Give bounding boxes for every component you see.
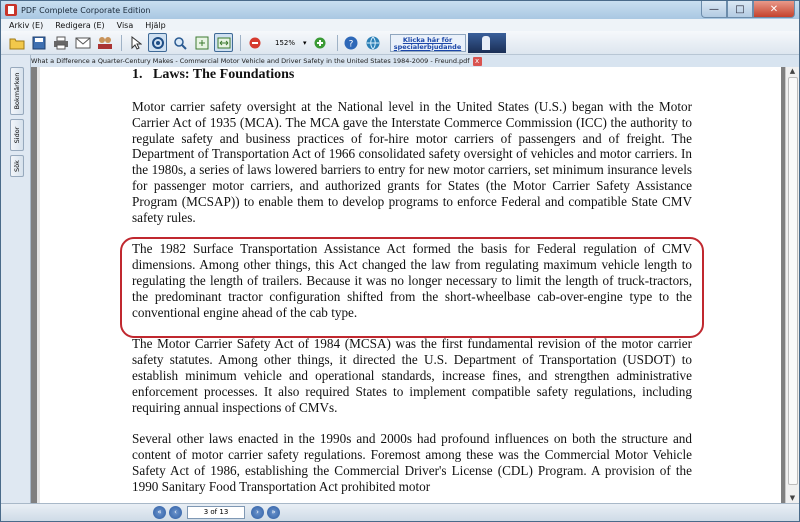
scroll-down-icon[interactable]: ▼ [789, 494, 796, 502]
side-panel [1, 55, 31, 503]
previous-page-icon[interactable]: ‹ [169, 506, 182, 519]
menu-hjalp[interactable]: Hjälp [145, 20, 166, 30]
page-edge [37, 67, 40, 503]
tab-pages[interactable] [10, 119, 24, 151]
page-navigation [153, 506, 283, 519]
scroll-thumb[interactable] [788, 77, 798, 485]
menu-bar [1, 19, 799, 31]
paragraph: Motor carrier safety oversight at the National level in the United States (U.S.) began with the Motor Carrier Act of 1935 (MCA). The MCA gave the Interstate Commerce Commission (ICC) the authority to regulate safety and business practices of for-hire motor carriers of passengers and of freight. The Department of Transportation Act of 1966 consolidated safety oversight of vehicles and motor carriers. In the 1980s, a series of laws lowered barriers to entry for new motor carriers, set minimum insurance levels for passenger motor carriers, and authorized grants for States (the Motor Carrier Safety Assistance Program (MCSAP)) to enable them to develop programs to enforce Federal and compatible State CMV safety rules. [132, 99, 692, 225]
menu-arkiv[interactable]: Arkiv (E) [9, 20, 44, 30]
paragraph: The Motor Carrier Safety Act of 1984 (MCSA) was the first fundamental revision of the motor carrier safety statutes. Among other things, it directed the U.S. Department of Transportation (USDOT) to establish minimum vehicle and operational standards, increase fines, and strengthen administrative enforcement processes. It also required States to implement compatible safety regulations, including requiring annual inspections of CMVs. [132, 336, 692, 415]
email-icon[interactable] [73, 33, 92, 52]
zoom-in-icon[interactable] [311, 33, 330, 52]
minimize-button[interactable]: — [701, 1, 727, 18]
menu-redigera[interactable]: Redigera (E) [55, 20, 105, 30]
document-tab-label: What a Difference a Quarter-Century Makes - Commercial Motor Vehicle and Driver Safety in the United States 1984-2009 - Freund.pdf [31, 57, 470, 65]
window-controls [701, 1, 795, 18]
toolbar [1, 31, 799, 55]
tab-bookmarks-label: Bokmärken [13, 72, 21, 110]
zoom-level[interactable]: 152% [274, 38, 295, 47]
close-button[interactable]: ✕ [753, 1, 795, 18]
select-cursor-icon[interactable] [126, 33, 145, 52]
svg-text:?: ? [348, 39, 354, 49]
scroll-up-icon[interactable]: ▲ [789, 67, 796, 75]
tab-pages-label: Sidor [13, 126, 21, 144]
tab-search[interactable] [10, 155, 24, 177]
toolbar-separator [240, 35, 241, 51]
page-number-field[interactable]: 3 of 13 [187, 506, 245, 519]
print-icon[interactable] [51, 33, 70, 52]
last-page-icon[interactable]: » [267, 506, 280, 519]
section-heading: 1. Laws: The Foundations [132, 67, 295, 82]
paragraph-highlighted: The 1982 Surface Transportation Assistance Act formed the basis for Federal regulation of CMV dimensions. Among other things, this Act changed the law from regulating maximum vehicle length to regulating the length of trailers. Because it was no longer necessary to limit the length of truck-tractors, the predominant tractor configuration shifted from the short-wheelbase cab-over-engine type to the conventional engine ahead of the cab type. [132, 241, 692, 320]
web-update-icon[interactable] [364, 33, 383, 52]
page-navigation-bar [1, 503, 799, 521]
save-icon[interactable] [29, 33, 48, 52]
toolbar-separator [337, 35, 338, 51]
next-page-icon[interactable]: › [251, 506, 264, 519]
help-icon[interactable] [342, 33, 361, 52]
paragraph: Several other laws enacted in the 1990s and 2000s had profound influences on both the structure and content of motor carrier safety regulations. Foremost among these was the Commercial Motor Vehicle Safety Act of 1986, establishing the Commercial Driver's License (CDL) Program. A provision of the 1990 Sanitary Food Transportation Act prohibited motor [132, 431, 692, 494]
menu-visa[interactable]: Visa [116, 20, 134, 30]
first-page-icon[interactable]: « [153, 506, 166, 519]
highlight-annotation [120, 237, 704, 338]
document-tab-close-icon[interactable]: x [473, 57, 482, 66]
title-bar[interactable] [1, 1, 799, 19]
pdf-page [37, 67, 781, 503]
open-folder-icon[interactable] [7, 33, 26, 52]
maximize-button[interactable]: □ [727, 1, 753, 18]
document-tab[interactable] [31, 55, 482, 67]
zoom-dropdown[interactable]: ▾ [303, 38, 307, 47]
fit-width-icon[interactable] [214, 33, 233, 52]
toolbar-separator [121, 35, 122, 51]
tab-bookmarks[interactable] [10, 67, 24, 115]
zoom-icon[interactable] [170, 33, 189, 52]
zoom-out-icon[interactable] [245, 33, 264, 52]
window-title: PDF Complete Corporate Edition [21, 5, 151, 15]
pdf-app-icon [5, 4, 17, 16]
users-icon[interactable] [95, 33, 114, 52]
tab-search-label: Sök [13, 160, 21, 172]
document-viewport[interactable] [31, 67, 785, 503]
special-offer-link[interactable]: Klicka här för specialerbjudande [390, 34, 466, 52]
fit-page-icon[interactable] [192, 33, 211, 52]
hand-tool-icon[interactable] [148, 33, 167, 52]
promo-banner-icon[interactable] [468, 33, 506, 53]
vertical-scrollbar[interactable] [785, 67, 799, 503]
